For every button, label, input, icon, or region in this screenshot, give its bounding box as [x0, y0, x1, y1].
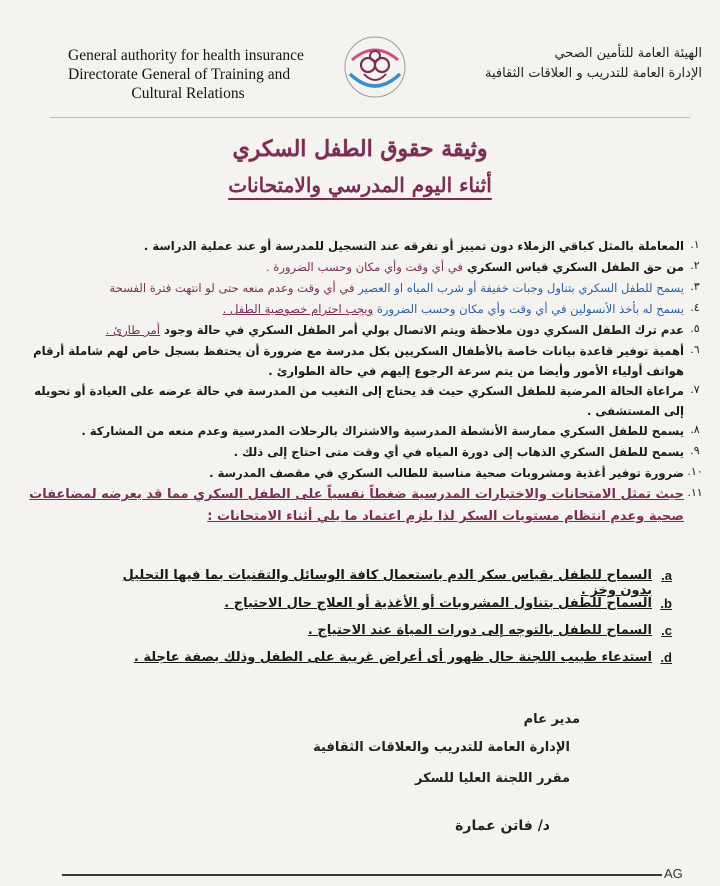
item-text: أهمية توفير قاعدة بيانات خاصة بالأطفال السكريين بكل مدرسة مع ضرورة أن يحتفظ بسجل خاص لهم شاملة أرقام هواتف أولياء الأمور وأيضا من يتم سرعة الرجوع إليهم في حالة الطوارئ . [33, 344, 684, 378]
list-item [22, 484, 706, 528]
item-text-exams: حيث تمثل الامتحانات والاختبارات المدرسية ضغطاً نفسياً على الطفل السكري مما قد يعرضه لمضاعفات صحية وعدم انتظام مستويات السكر لذا يلزم اعتماد ما يلي أثناء الامتحانات : [29, 487, 684, 524]
sub-item-letter: b. [660, 596, 672, 611]
item-number: ٥. [690, 322, 700, 335]
list-item [22, 381, 706, 421]
list-item [22, 236, 706, 257]
item-number: ١١. [687, 486, 703, 499]
item-text-part: من حق الطفل السكري قياس السكري [462, 260, 684, 274]
item-number: ٢. [690, 259, 700, 272]
sub-item-text: السماح للطفل بتناول المشروبات أو الأغذية أو العلاج حال الاحتياج . [224, 596, 652, 611]
list-item [22, 320, 706, 341]
header-ar-line1: الهيئة العامة للتأمين الصحي [554, 46, 702, 61]
item-number: ٤. [690, 301, 700, 314]
header-english [68, 46, 348, 103]
list-item [22, 442, 706, 463]
list-item [22, 278, 706, 299]
header-divider [50, 117, 690, 118]
list-item [22, 299, 706, 320]
item-text-part: عدم ترك الطفل السكري دون ملاحظة ويتم الاتصال بولي أمر الطفل السكري في حالة وجود [159, 323, 684, 337]
document-title: وثيقة حقوق الطفل السكري [232, 136, 488, 162]
item-text-part: يسمح له بأخذ الأنسولين في أي وقت وأي مكان وحسب الضرورة [373, 302, 684, 316]
footer-mark: AG [664, 866, 683, 881]
item-text: مراعاة الحالة المرضية للطفل السكري حيث قد يحتاج إلى التغيب من المدرسة في حالة عرضه على العيادة أو تحويله إلى المستشفى . [34, 384, 684, 418]
item-text-highlight: في أي وقت وأي مكان وحسب الضرورة . [265, 260, 463, 274]
document-subtitle: أثناء اليوم المدرسي والامتحانات [228, 173, 492, 197]
sub-item [90, 623, 672, 638]
sub-item [90, 596, 672, 611]
list-item [22, 257, 706, 278]
sub-item [90, 568, 672, 598]
sub-item-text: السماح للطفل بالتوجه إلى دورات المياة عند الاحتياج . [307, 623, 652, 638]
item-text [22, 320, 684, 340]
item-number: ٨. [690, 423, 700, 436]
sub-item-text: السماح للطفل بقياس سكر الدم باستعمال كافة الوسائل والتقنيات بما فيها التحليل بدون وخز . [122, 568, 652, 598]
item-text-part: يسمح للطفل السكري بتناول وجبات خفيفة أو شرب المياه او العصير [354, 281, 684, 295]
item-text: يسمح للطفل السكري ممارسة الأنشطة المدرسية والاشتراك بالرحلات المدرسية وعدم منعه من المشاركة . [81, 424, 684, 438]
item-text: يسمح للطفل السكري الذهاب إلى دورة المياه في أي وقت متى احتاج إلى ذلك . [233, 445, 684, 459]
signature-role: مدير عام [523, 712, 580, 727]
item-text [22, 299, 684, 319]
item-number: ٦. [690, 343, 700, 356]
item-text [22, 278, 684, 298]
list-item [22, 463, 706, 484]
item-number: ١٠. [687, 465, 703, 478]
item-text [22, 257, 684, 277]
sub-item [90, 650, 672, 665]
item-text-highlight: ويجب احترام خصوصية الطفل . [222, 302, 374, 316]
signature-name: د/ فاتن عمارة [455, 818, 550, 834]
header-en-line2: Directorate General of Training and [68, 66, 291, 83]
rights-list [22, 236, 706, 528]
signature-committee: مقرر اللجنة العليا للسكر [415, 771, 570, 786]
signature-department: الإدارة العامة للتدريب والعلاقات الثقافية [313, 740, 570, 755]
sub-item-letter: a. [661, 568, 672, 583]
item-number: ٩. [690, 444, 700, 457]
item-text-highlight: أمر طارئ . [105, 323, 160, 337]
item-text: المعاملة بالمثل كباقي الزملاء دون تمييز أو تفرقه عند التسجيل للمدرسة أو عند عملية الدراسة . [143, 239, 684, 253]
list-item [22, 341, 706, 381]
sub-item-letter: d. [660, 650, 672, 665]
item-number: ٣. [690, 280, 700, 293]
item-text: ضرورة توفير أغذية ومشروبات صحية مناسبة للطالب السكري في مقصف المدرسة . [209, 466, 684, 480]
item-number: ١. [690, 238, 700, 251]
authority-logo-icon [342, 34, 408, 104]
header-en-line3: Cultural Relations [131, 85, 245, 102]
header-en-line1: General authority for health insurance [68, 47, 304, 64]
sub-item-text: استدعاء طبيب اللجنة حال ظهور أى أعراض غريبة على الطفل وذلك بصفة عاجلة . [133, 650, 652, 665]
header-ar-line2: الإدارة العامة للتدريب و العلاقات الثقافية [484, 66, 702, 81]
list-item [22, 421, 706, 442]
header-arabic [422, 44, 702, 84]
item-text-highlight: في أي وقت وعدم منعه حتى لو انتهت فترة الفسحة [109, 281, 355, 295]
footer-divider [62, 874, 662, 876]
item-number: ٧. [690, 383, 700, 396]
sub-item-letter: c. [661, 623, 672, 638]
